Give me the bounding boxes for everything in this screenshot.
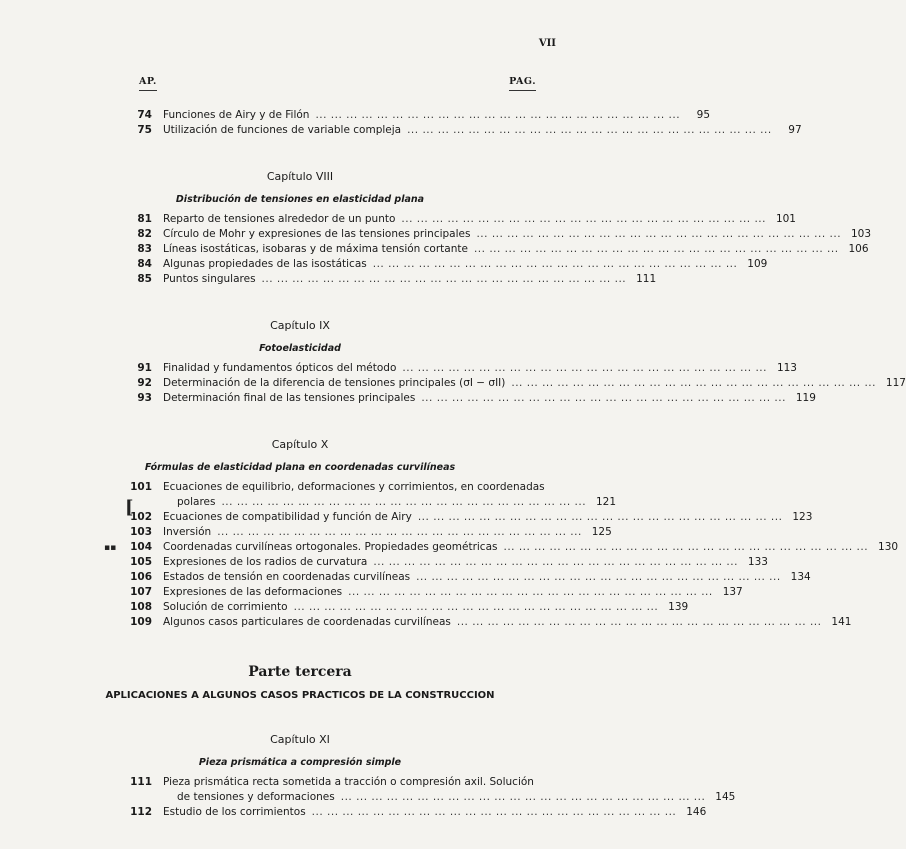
- toc-entry: [0, 775, 736, 805]
- entry-number: 104: [130, 541, 152, 553]
- leader-dots: [476, 227, 841, 242]
- toc-entry: [0, 510, 813, 525]
- entry-number: 106: [130, 571, 152, 583]
- toc-entry: [0, 272, 657, 287]
- entry-title-continued: de tensiones y deformaciones: [177, 791, 335, 803]
- entry-number: 74: [137, 109, 152, 121]
- section-heading: Distribución de tensiones en elasticidad plana: [175, 194, 425, 205]
- entry-number: 109: [130, 616, 152, 628]
- entry-page: 97: [788, 124, 802, 136]
- entry-line: [163, 376, 906, 391]
- leader-dots: [373, 555, 738, 570]
- leader-dots: [373, 257, 738, 272]
- entry-body: [163, 123, 802, 138]
- part-subtitle: APLICACIONES A ALGUNOS CASOS PRACTICOS DE LA CONSTRUCCION: [105, 690, 495, 701]
- leader-dots: [341, 790, 706, 805]
- entry-title: Líneas isostáticas, isobaras y de máxima tensión cortante: [163, 243, 468, 255]
- chapter-heading: Capítulo X: [271, 438, 329, 451]
- entry-title: Ecuaciones de equilibrio, deformaciones y corrimientos, en coordenadas: [163, 481, 545, 493]
- entry-body: [163, 510, 812, 525]
- entry-line: [163, 391, 816, 406]
- entry-title: Estados de tensión en coordenadas curvilíneas: [163, 571, 411, 583]
- toc-entry: [0, 525, 612, 540]
- entry-title: Algunas propiedades de las isostáticas: [163, 258, 367, 270]
- toc-entry: [0, 555, 768, 570]
- entry-line: [163, 361, 797, 376]
- leader-dots: [401, 212, 766, 227]
- chapter-heading: Capítulo VIII: [266, 170, 334, 183]
- toc-entry: [0, 615, 852, 630]
- entry-number: 81: [137, 213, 152, 225]
- entry-title: Algunos casos particulares de coordenadas curvilíneas: [163, 616, 451, 628]
- entry-title-continued: polares: [177, 496, 216, 508]
- entry-page: 123: [792, 511, 813, 523]
- entry-body: [163, 391, 816, 406]
- leader-dots: [407, 123, 772, 138]
- entry-body: [163, 212, 796, 227]
- entry-title: Determinación de la diferencia de tensiones principales (σI − σII): [163, 377, 506, 389]
- chapter-heading: Capítulo IX: [270, 319, 330, 332]
- entry-page: 145: [715, 791, 736, 803]
- entry-page: 130: [878, 541, 899, 553]
- entry-page: 117: [885, 377, 906, 389]
- entry-line: [163, 242, 869, 257]
- entry-page: 113: [776, 362, 797, 374]
- toc-entry: [0, 376, 906, 391]
- entry-page: 125: [591, 526, 612, 538]
- entry-number: 75: [137, 124, 152, 136]
- entry-page: 141: [831, 616, 852, 628]
- leader-dots: [511, 376, 876, 391]
- entry-line: [163, 540, 898, 555]
- toc-entry: [0, 361, 797, 376]
- entry-body: [163, 361, 797, 376]
- entry-title: Expresiones de las deformaciones: [163, 586, 343, 598]
- entry-page: 137: [722, 586, 743, 598]
- entry-number: 105: [130, 556, 152, 568]
- entry-body: [163, 805, 706, 820]
- entry-line: [163, 805, 706, 820]
- leader-dots: [221, 495, 586, 510]
- leader-dots: [312, 805, 677, 820]
- entry-body: [163, 376, 906, 391]
- toc-entry: [0, 391, 816, 406]
- entry-line: [163, 510, 812, 525]
- column-header-page: PAG.: [509, 76, 536, 87]
- entry-title: Finalidad y fundamentos ópticos del método: [163, 362, 397, 374]
- entry-page: 119: [795, 392, 816, 404]
- leader-dots: [402, 361, 767, 376]
- entry-line: [163, 227, 871, 242]
- entry-body: [163, 570, 811, 585]
- entry-title: Determinación final de las tensiones principales: [163, 392, 416, 404]
- toc-entry: [0, 227, 872, 242]
- entry-title: Coordenadas curvilíneas ortogonales. Propiedades geométricas: [163, 541, 498, 553]
- leader-dots: [262, 272, 627, 287]
- entry-number: 107: [130, 586, 152, 598]
- toc-entry: [0, 540, 899, 555]
- section-heading: Fotoelasticidad: [259, 343, 341, 354]
- table-of-contents: [0, 108, 906, 820]
- entry-title: Ecuaciones de compatibilidad y función de Airy: [163, 511, 412, 523]
- entry-page: 133: [747, 556, 768, 568]
- entry-title: Puntos singulares: [163, 273, 256, 285]
- entry-number: 103: [130, 526, 152, 538]
- entry-number: 108: [130, 601, 152, 613]
- entry-number: 82: [137, 228, 152, 240]
- entry-page: 134: [790, 571, 811, 583]
- leader-dots: [416, 570, 781, 585]
- entry-number: 91: [137, 362, 152, 374]
- entry-number: 84: [137, 258, 152, 270]
- entry-body: [163, 615, 851, 630]
- toc-entry: [0, 242, 869, 257]
- entry-page: 111: [636, 273, 657, 285]
- leader-dots: [315, 108, 680, 123]
- entry-body: [163, 108, 710, 123]
- toc-entry: [0, 805, 707, 820]
- toc-entry: [0, 257, 768, 272]
- entry-body: [163, 555, 768, 570]
- entry-page: 109: [747, 258, 768, 270]
- entry-body: [163, 257, 767, 272]
- entry-number: 93: [137, 392, 152, 404]
- leader-dots: [421, 391, 786, 406]
- margin-smudge-mark: ▪▪: [104, 543, 117, 553]
- entry-body: [163, 600, 688, 615]
- entry-title: Estudio de los corrimientos: [163, 806, 306, 818]
- page-number: VII: [538, 38, 556, 49]
- entry-page: 101: [775, 213, 796, 225]
- leader-dots: [474, 242, 839, 257]
- toc-entry: [0, 212, 796, 227]
- entry-line: [163, 615, 851, 630]
- entry-title: Pieza prismática recta sometida a tracción o compresión axil. Solución: [163, 776, 534, 788]
- entry-line: [163, 108, 710, 123]
- leader-dots: [457, 615, 822, 630]
- section-heading: Pieza prismática a compresión simple: [198, 757, 402, 768]
- entry-title: Reparto de tensiones alrededor de un punto: [163, 213, 396, 225]
- leader-dots: [217, 525, 582, 540]
- entry-body: [163, 585, 743, 600]
- toc-entry: [0, 123, 802, 138]
- entry-page: 146: [686, 806, 707, 818]
- entry-number: 112: [130, 806, 152, 818]
- entry-page: 103: [851, 228, 872, 240]
- entry-line: [163, 272, 656, 287]
- leader-dots: [348, 585, 713, 600]
- entry-line: [163, 555, 768, 570]
- toc-entry: [0, 585, 743, 600]
- entry-page: 95: [696, 109, 711, 121]
- leader-dots: [503, 540, 868, 555]
- toc-entry: [0, 570, 811, 585]
- entry-page: 106: [848, 243, 869, 255]
- entry-line: [163, 495, 616, 510]
- entry-number: 92: [137, 377, 152, 389]
- entry-line: [163, 123, 802, 138]
- entry-title: Expresiones de los radios de curvatura: [163, 556, 368, 568]
- toc-entry: [0, 108, 711, 123]
- section-heading: Fórmulas de elasticidad plana en coordenadas curvilíneas: [144, 462, 456, 473]
- entry-number: 111: [130, 776, 152, 788]
- leader-dots: [294, 600, 659, 615]
- entry-title: Círculo de Mohr y expresiones de las tensiones principales: [163, 228, 471, 240]
- leader-dots: [418, 510, 783, 525]
- part-title: Parte tercera: [248, 664, 352, 680]
- entry-number: 101: [130, 481, 152, 493]
- entry-body: [163, 272, 656, 287]
- toc-entry: [0, 600, 689, 615]
- entry-title: Inversión: [163, 526, 212, 538]
- entry-body: [163, 775, 735, 805]
- entry-title: Utilización de funciones de variable compleja: [163, 124, 402, 136]
- toc-entry: [0, 480, 617, 510]
- chapter-heading: Capítulo XI: [270, 733, 330, 746]
- entry-line: [163, 585, 743, 600]
- entry-line: [163, 790, 735, 805]
- entry-body: [163, 242, 869, 257]
- entry-body: [163, 540, 898, 555]
- entry-line: [163, 525, 612, 540]
- entry-number: 85: [137, 273, 152, 285]
- entry-line: [163, 257, 767, 272]
- entry-title: Solución de corrimiento: [163, 601, 288, 613]
- entry-body: [163, 480, 616, 510]
- entry-number: 83: [137, 243, 152, 255]
- entry-number: 102: [130, 511, 152, 523]
- entry-title: Funciones de Airy y de Filón: [163, 109, 310, 121]
- margin-bracket-mark: [: [125, 497, 134, 518]
- entry-body: [163, 525, 612, 540]
- entry-body: [163, 227, 871, 242]
- entry-page: 139: [668, 601, 689, 613]
- entry-page: 121: [596, 496, 617, 508]
- column-header-chapter: AP.: [139, 76, 157, 87]
- entry-line: [163, 600, 688, 615]
- entry-line: [163, 212, 796, 227]
- entry-line: [163, 570, 811, 585]
